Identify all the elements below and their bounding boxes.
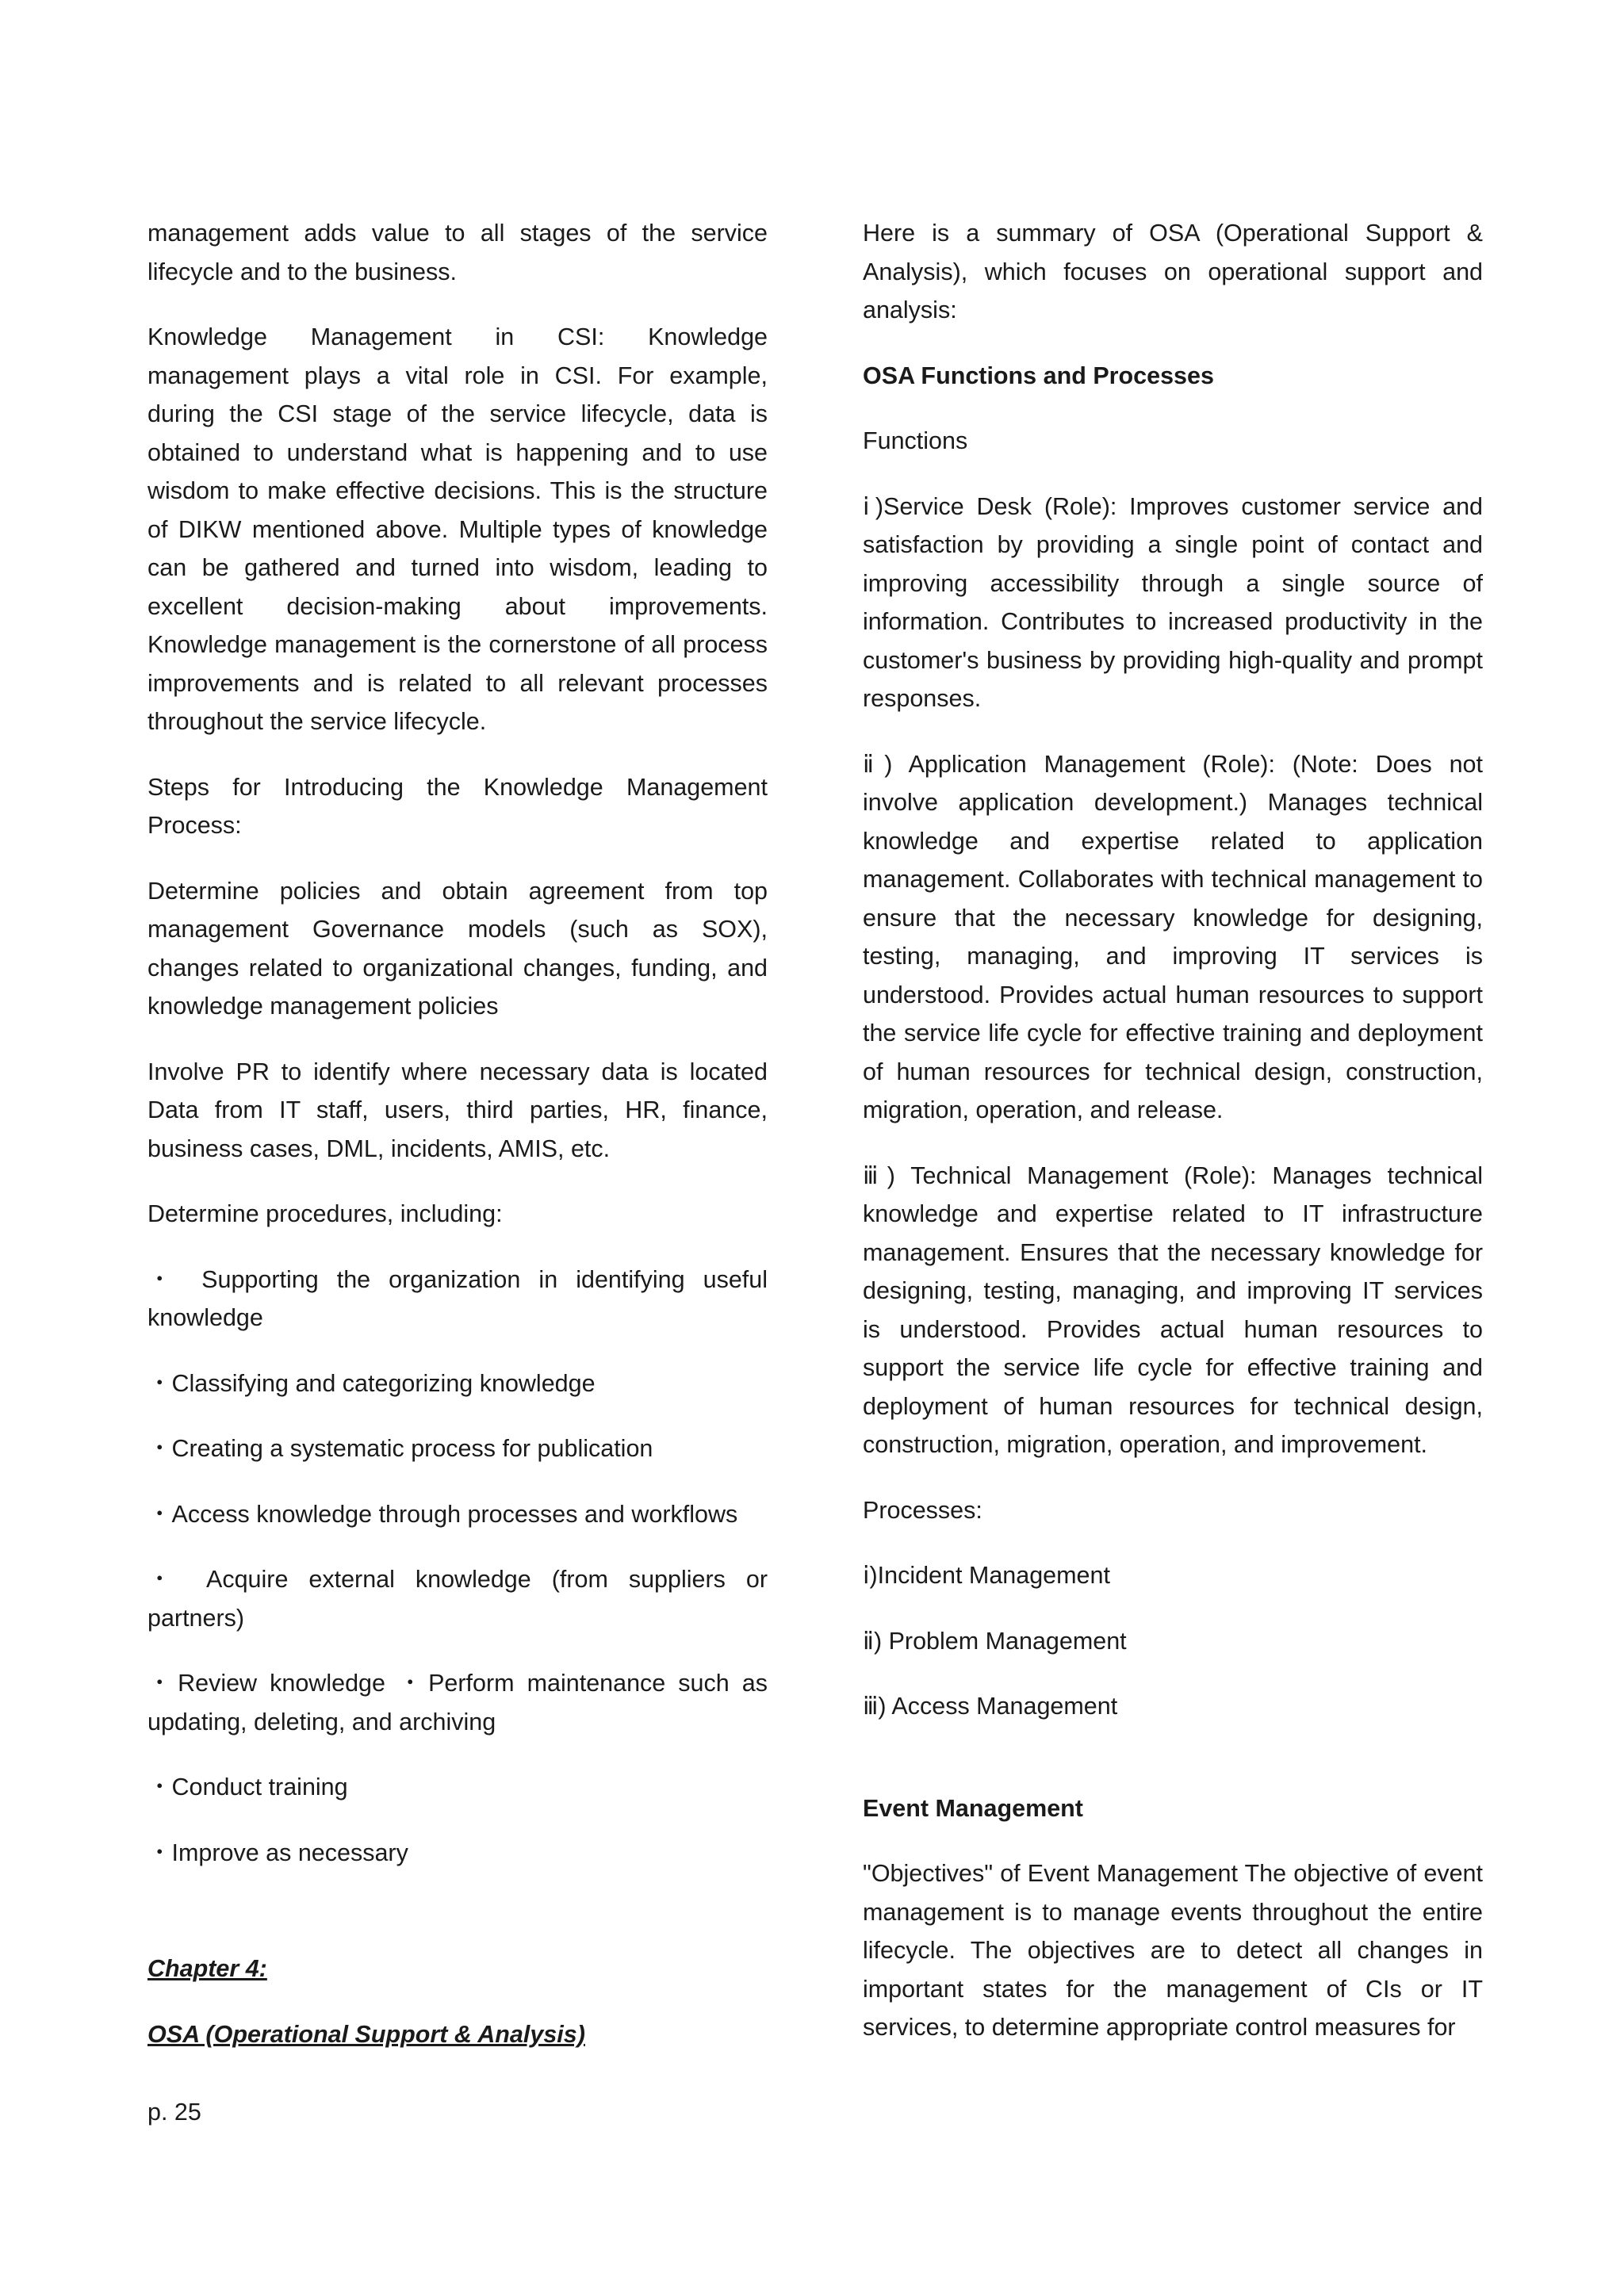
osa-intro: Here is a summary of OSA (Operational Support & Analysis), which focuses on operational support and analysis: (863, 220, 1483, 323)
left-paragraph-1: management adds value to all stages of the service lifecycle and to the business. (147, 220, 768, 285)
event-management-text: "Objectives" of Event Management The objective of event management is to manage events throughout the entire lifecycle. The objectives are to detect all changes in important states for the management of CIs or IT services, to determine appropriate control measures for (863, 1860, 1483, 2041)
list-item: ・Creating a systematic process for publication (147, 1435, 653, 1462)
list-item: ・Review knowledge ・Perform maintenance such as updating, deleting, and archiving (147, 1670, 768, 1735)
spacer (863, 1753, 1483, 1789)
function-application-management: ⅱ) Application Management (Role): (Note: Does not involve application development.) Manages technical knowledge and expertise related to application management. Collaborates with technical management to ensure that the necessary knowledge for designing, testing, managing, and improving IT services is understood. Provides actual human resources to support the service life cycle for effective training and deployment of human resources for technical design, construction, migration, operation, and release. (863, 750, 1483, 1123)
left-paragraph-steps: Steps for Introducing the Knowledge Management Process: (147, 773, 768, 839)
list-item: ・Classifying and categorizing knowledge (147, 1369, 596, 1397)
list-item: ・ Acquire external knowledge (from suppliers or partners) (147, 1566, 768, 1632)
functions-label: Functions (863, 427, 968, 454)
heading-event-management: Event Management (863, 1794, 1083, 1822)
left-paragraph-policies: Determine policies and obtain agreement from top management Governance models (such as SOX), changes related to organizational changes, funding, and knowledge management policies (147, 877, 768, 1020)
left-paragraph-pr: Involve PR to identify where necessary data is located Data from IT staff, users, third parties, HR, finance, business cases, DML, incidents, AMIS, etc. (147, 1058, 768, 1162)
chapter-label: Chapter 4: (147, 1955, 267, 1982)
left-paragraph-csi: Knowledge Management in CSI: Knowledge management plays a vital role in CSI. For example, during the CSI stage of the service lifecycle, data is obtained to understand what is happening and to use wisdom to make effective decisions. This is the structure of DIKW mentioned above. Multiple types of knowledge can be gathered and turned into wisdom, leading to excellent decision-making about improvements. Knowledge management is the cornerstone of all process improvements and is related to all relevant processes throughout the service lifecycle. (147, 323, 768, 735)
process-item: ⅰ)Incident Management (863, 1562, 1110, 1589)
right-column (863, 214, 1483, 2047)
list-item: ・ Supporting the organization in identifying useful knowledge (147, 1265, 768, 1331)
function-technical-management: ⅲ) Technical Management (Role): Manages technical knowledge and expertise related to IT infrastructure management. Ensures that the necessary knowledge for designing, testing, managing, and improving IT services is understood. Provides actual human resources to support the service life cycle for effective training and deployment of human resources for technical design, construction, migration, operation, and improvement. (863, 1161, 1483, 1458)
function-service-desk: ⅰ)Service Desk (Role): Improves customer service and satisfaction by providing a single point of contact and improving accessibility through a single source of information. Contributes to increased productivity in the customer's business by providing high-quality and prompt responses. (863, 492, 1483, 712)
list-item: ・Improve as necessary (147, 1839, 408, 1866)
processes-label: Processes: (863, 1496, 982, 1524)
process-item: ⅱ) Problem Management (863, 1627, 1127, 1655)
list-item: ・Access knowledge through processes and workflows (147, 1500, 738, 1528)
page-number: p. 25 (147, 2099, 201, 2126)
chapter-title: OSA (Operational Support & Analysis) (147, 2020, 585, 2048)
left-column (147, 214, 768, 2053)
list-item: ・Conduct training (147, 1774, 348, 1800)
process-item: ⅲ) Access Management (863, 1693, 1118, 1720)
left-paragraph-procedures: Determine procedures, including: (147, 1200, 503, 1227)
spacer (147, 1899, 768, 1950)
heading-osa-functions: OSA Functions and Processes (863, 362, 1214, 389)
